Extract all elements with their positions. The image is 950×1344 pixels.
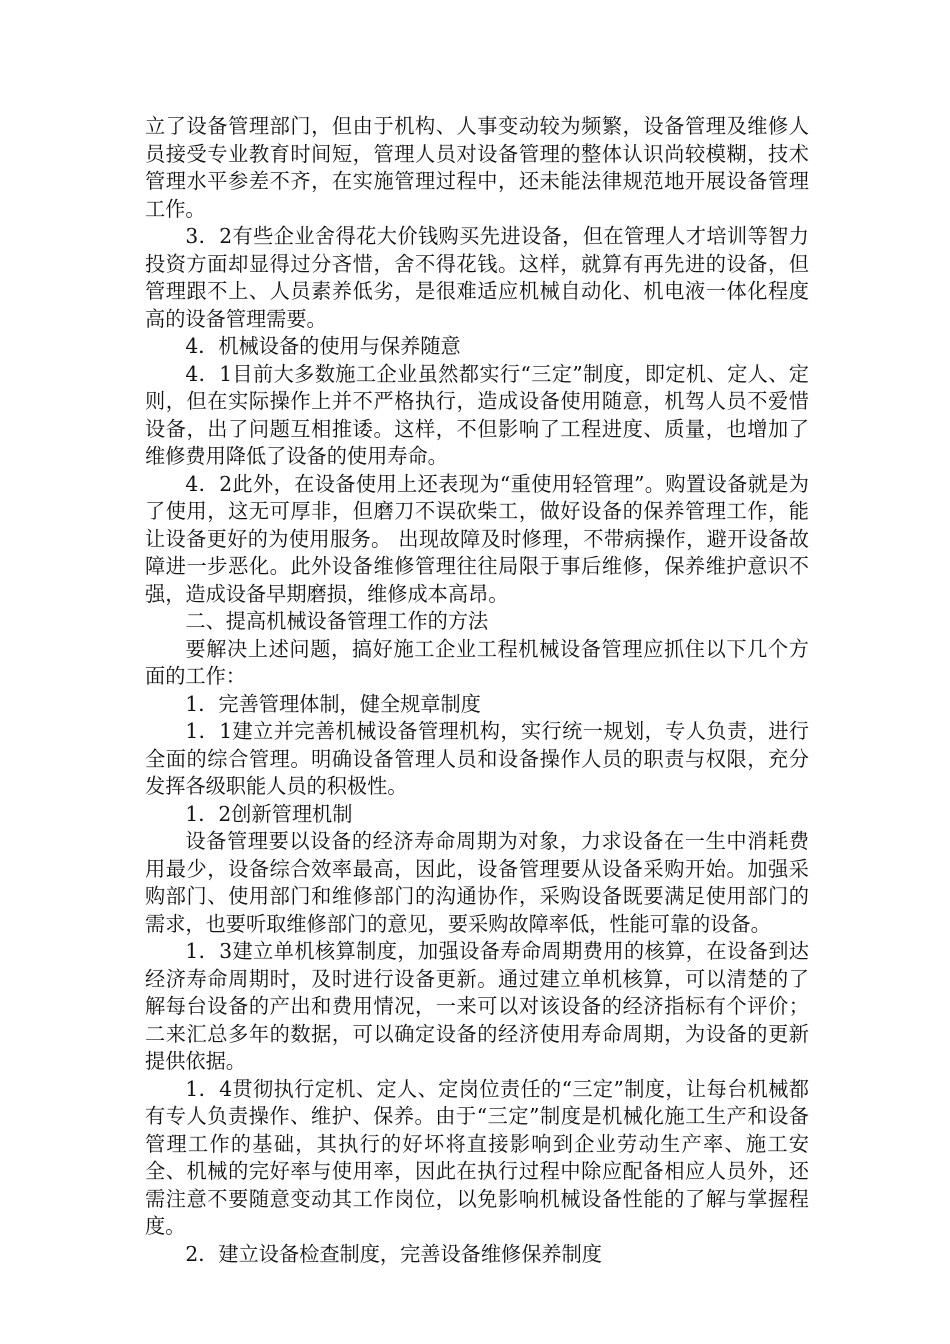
chapter-heading-2: 二、提高机械设备管理工作的方法	[185, 609, 489, 633]
paragraph-intro: 要解决上述问题，搞好施工企业工程机械设备管理应抓住以下几个方面的工作：	[145, 636, 809, 688]
paragraph-1-4: 1．4贯彻执行定机、定人、定岗位责任的“三定”制度，让每台机械都有专人负责操作、维护、保养。由于“三定”制度是机械化施工生产和设备管理工作的基础，其执行的好坏将直接影响到企业劳动生产率、施工安全、机械的完好率与使用率，因此在执行过程中除应配备相应人员外，还需注意不要随意变动其工作岗位，以免影响机械设备性能的了解与掌握程度。	[145, 1076, 809, 1238]
section-heading-1: 1．完善管理体制，健全规章制度	[185, 691, 481, 716]
paragraph-continuation: 立了设备管理部门，但由于机构、人事变动较为频繁，设备管理及维修人员接受专业教育时间短，管理人员对设备管理的整体认识尚较模糊，技术管理水平参差不齐，在实施管理过程中，还未能法律规范地开展设备管理工作。	[145, 114, 809, 221]
paragraph-1-1: 1．1建立并完善机械设备管理机构，实行统一规划，专人负责，进行全面的综合管理。明确设备管理人员和设备操作人员的职责与权限，充分发挥各级职能人员的积极性。	[145, 719, 809, 798]
section-heading-4: 4．机械设备的使用与保养随意	[185, 334, 461, 358]
paragraph-3-2: 3．2有些企业舍得花大价钱购买先进设备，但在管理人才培训等智力投资方面却显得过分吝惜，舍不得花钱。这样，就算有再先进的设备，但管理跟不上、人员素养低劣，是很难适应机械自动化、机电液一体化程度高的设备管理需要。	[145, 224, 809, 331]
subsection-heading-1-2: 1．2创新管理机制	[185, 801, 353, 826]
paragraph-1-3: 1．3建立单机核算制度，加强设备寿命周期费用的核算，在设备到达经济寿命周期时，及时进行设备更新。通过建立单机核算，可以清楚的了解每台设备的产出和费用情况，一来可以对该设备的经济指标有个评价；二来汇总多年的数据，可以确定设备的经济使用寿命周期，为设备的更新提供依据。	[145, 939, 809, 1073]
section-heading-2: 2．建立设备检查制度，完善设备维修保养制度	[185, 1241, 602, 1266]
paragraph-4-1: 4．1目前大多数施工企业虽然都实行“三定”制度，即定机、定人、定则，但在实际操作上并不严格执行，造成设备使用随意，机驾人员不爱惜设备，出了问题互相推诿。这样，不但影响了工程进度、质量，也增加了维修费用降低了设备的使用寿命。	[145, 361, 809, 468]
document-page	[145, 113, 809, 1268]
paragraph-4-2: 4．2此外，在设备使用上还表现为“重使用轻管理”。购置设备就是为了使用，这无可厚非，但磨刀不误砍柴工，做好设备的保养管理工作，能让设备更好的为使用服务。 出现故障及时修理，不带病操作，避开设备故障进一步恶化。此外设备维修管理往往局限于事后维修，保养维护意识不强，造成设备早期磨损，维修成本高昂。	[145, 471, 809, 606]
paragraph-1-2-body: 设备管理要以设备的经济寿命周期为对象，力求设备在一生中消耗费用最少，设备综合效率最高，因此，设备管理要从设备采购开始。加强采购部门、使用部门和维修部门的沟通协作，采购设备既要满足使用部门的需求，也要听取维修部门的意见，要采购故障率低，性能可靠的设备。	[145, 829, 809, 936]
